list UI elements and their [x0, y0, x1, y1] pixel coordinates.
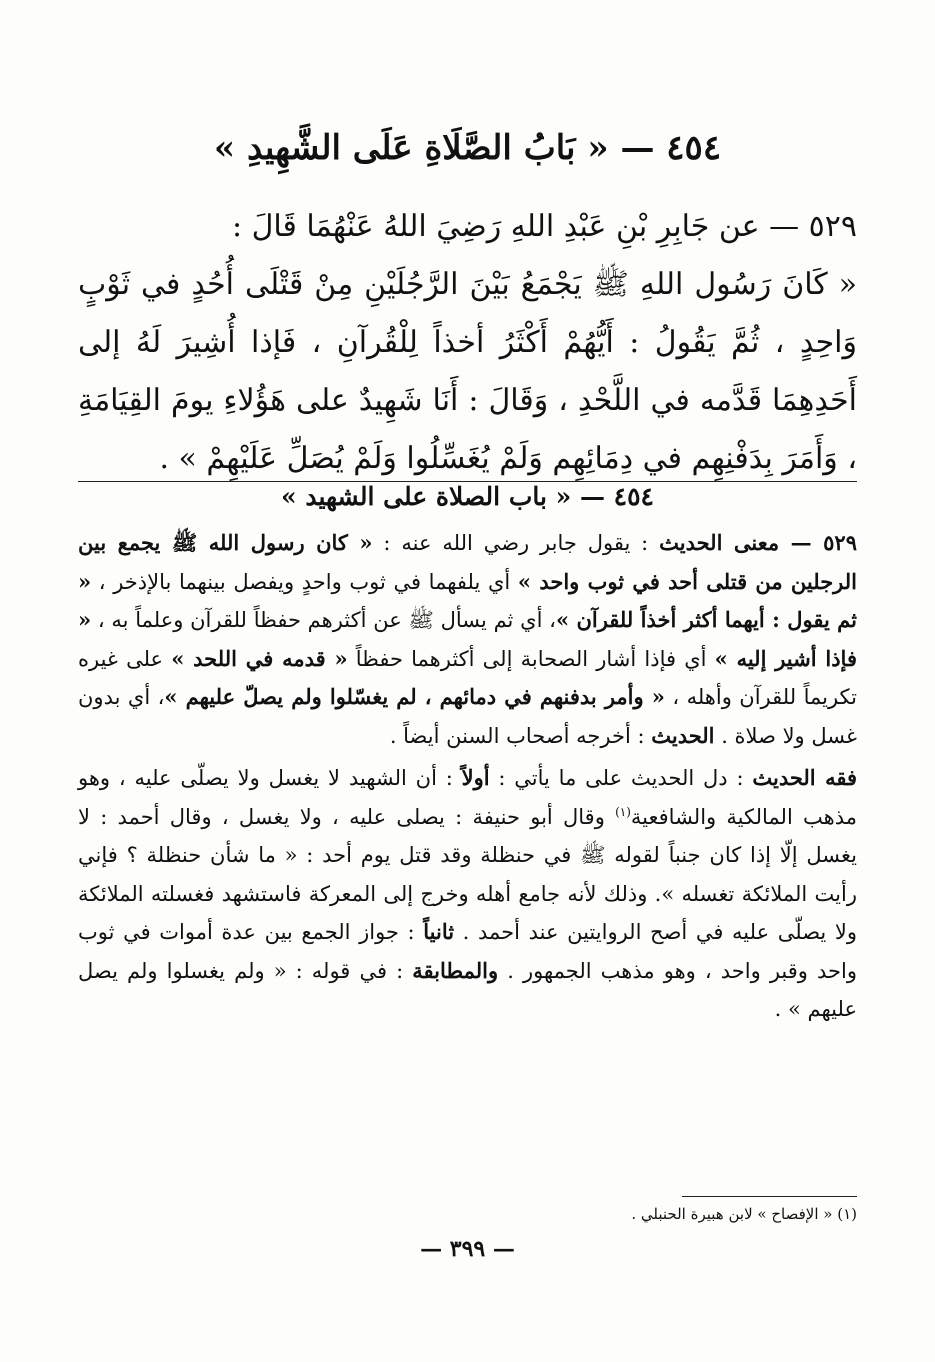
meaning-segment: أي يلفهما في ثوب واحدٍ ويفصل بينهما بالإذخر ،: [91, 569, 518, 594]
fiqh-segment: فقه الحديث: [752, 765, 858, 790]
chapter-title: ٤٥٤ — « بَابُ الصَّلَاةِ عَلَى الشَّهِيدِ »: [213, 128, 722, 168]
footnote-marker: (١): [615, 804, 631, 819]
section-title: ٤٥٤ — « باب الصلاة على الشهيد »: [281, 482, 654, 511]
meaning-segment: « كان رسول الله ﷺ يجمع بين الرجلين من قتلى أحد في ثوب واحد »: [78, 530, 857, 594]
meaning-segment: « ثم يقول : أيهما أكثر أخذاً للقرآن »: [78, 568, 858, 632]
fiqh-paragraph: [78, 759, 857, 1029]
meaning-segment: الحديث: [651, 722, 715, 748]
page-number: — ٣٩٩ —: [420, 1236, 515, 1262]
meaning-segment: : يقول جابر رضي الله عنه :: [372, 531, 660, 555]
meaning-paragraph: [78, 524, 857, 755]
hadith-matn: « كَانَ رَسُول اللهِ ﷺ يَجْمَعُ بَيْنَ الرَّجُلَيْنِ مِنْ قَتْلَى أُحُدٍ في ثَوْبٍ وَاحِدٍ ، ثُمَّ يَقُولُ : أَيُّهُمْ أَكْثَرُ أخذاً لِلْقُرآنِ ، فَإذا أُشِيرَ لَهُ إلى أَحَدِهِمَا قَدَّمه في اللَّحْدِ ، وَقَالَ : أَنَا شَهِيدٌ على هَؤُلاءِ يومَ القِيَامَةِ ، وَأَمَرَ بِدَفْنِهِم في دِمَائِهِم وَلَمْ يُغَسِّلُوا وَلَمْ يُصَلِّ عَلَيْهِمْ » .: [78, 267, 857, 476]
fiqh-segment: : في قوله : « ولم يغسلوا ولم يصل عليهم » .: [78, 958, 857, 1021]
meaning-segment: « وأمر بدفنهم في دمائهم ، لم يغسّلوا ولم يصلّ عليهم »: [164, 684, 665, 709]
fiqh-segment: ثانياً: [423, 919, 455, 944]
fiqh-segment: : جواز الجمع بين عدة أموات في ثوب واحد وقبر واحد ، وهو مذهب الجمهور .: [78, 920, 857, 983]
meaning-segment: : أخرجه أصحاب السنن أيضاً .: [389, 723, 652, 748]
hadith-isnad: ٥٢٩ — عن جَابِرِ بْنِ عَبْدِ اللهِ رَضِيَ اللهُ عَنْهُمَا قَالَ :: [231, 209, 857, 244]
meaning-segment: ٥٢٩ — معنى الحديث: [659, 530, 857, 555]
footnote-divider: [682, 1196, 857, 1197]
meaning-segment: ، أي ثم يسأل ﷺ عن أكثرهم حفظاً للقرآن وعلماً به ،: [91, 608, 556, 632]
meaning-segment: « قدمه في اللحد »: [171, 645, 348, 671]
fiqh-segment: والمطابقة: [412, 957, 499, 983]
fiqh-segment: أولاً: [461, 765, 490, 790]
fiqh-segment: : أن الشهيد لا يغسل ولا يصلّى عليه ، وهو مذهب المالكية والشافعية: [78, 766, 857, 829]
fiqh-segment: وقال أبو حنيفة : يصلى عليه ، ولا يغسل ، وقال أحمد : لا يغسل إلّا إذا كان جنباً لقوله ﷺ في حنظلة وقد قتل يوم أحد : « ما شأن حنظلة ؟ فإني رأيت الملائكة تغسله ». وذلك لأنه جامع أهله وخرج إلى المعركة فاستشهد فغسلته الملائكة ولا يصلّى عليه في أصح الروايتين عند أحمد .: [78, 804, 857, 944]
commentary: [78, 524, 857, 1029]
hadith-text: [78, 198, 857, 488]
fiqh-segment: : دل الحديث على ما يأتي :: [489, 766, 753, 790]
meaning-segment: « فإذا أشير إليه »: [78, 607, 857, 671]
meaning-segment: ، أي بدون غسل ولا صلاة .: [78, 685, 857, 748]
meaning-segment: أي فإذا أشار الصحابة إلى أكثرهما حفظاً: [347, 646, 715, 671]
footnote: (١) « الإفصاح » لابن هبيرة الحنبلي .: [631, 1205, 857, 1223]
meaning-segment: على غيره تكريماً للقرآن وأهله ،: [78, 646, 857, 709]
